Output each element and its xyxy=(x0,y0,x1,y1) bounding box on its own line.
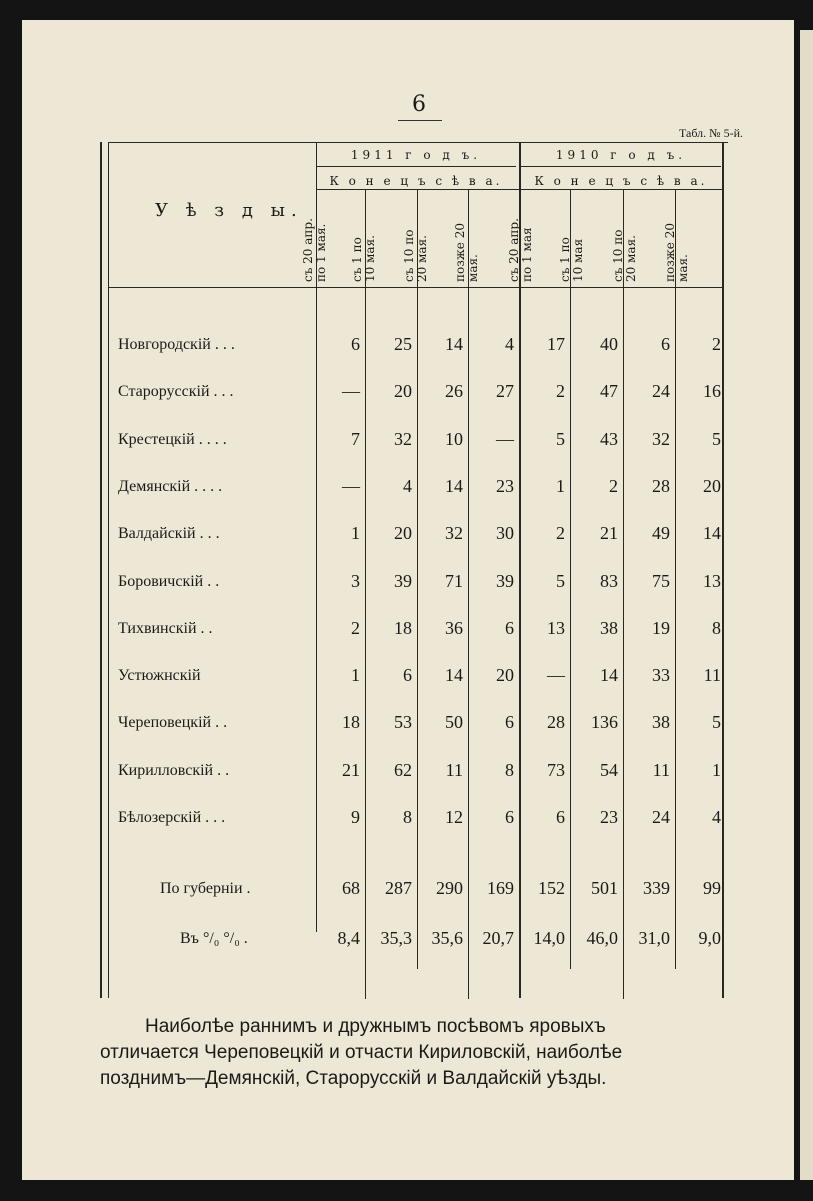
table-cell: 20 xyxy=(394,523,412,544)
header-period xyxy=(663,176,730,286)
table-cell: 21 xyxy=(342,759,360,780)
table-cell: 25 xyxy=(394,334,412,354)
table-cell: 152 xyxy=(538,878,565,898)
table-cell: 2 xyxy=(556,381,565,402)
table-horizontal-rule xyxy=(521,166,721,167)
table-cell: — xyxy=(496,428,514,449)
table-horizontal-rule xyxy=(108,142,728,143)
row-district-name: Валдайскій . . . xyxy=(118,525,220,543)
table-cell: 6 xyxy=(505,807,514,827)
header-period-label: съ 1 по 10 мая. xyxy=(350,235,377,282)
table-cell: 6 xyxy=(661,334,670,354)
table-cell: 13 xyxy=(703,570,721,591)
row-district-name: Демянскій . . . . xyxy=(118,477,223,495)
table-cell: 62 xyxy=(394,759,412,780)
table-cell: 73 xyxy=(547,759,565,780)
table-cell: 47 xyxy=(600,381,618,402)
next-page-edge xyxy=(800,30,813,1180)
table-cell: 75 xyxy=(652,570,670,591)
row-district-name: Череповецкій . . xyxy=(118,714,228,732)
table-cell: 14 xyxy=(445,665,463,686)
table-cell: 1 xyxy=(351,665,360,686)
table-cell: 20 xyxy=(703,475,721,496)
table-cell: 339 xyxy=(643,878,670,898)
paragraph-line: отличается Череповецкій и отчасти Кириловскій, наиболѣе xyxy=(100,1042,623,1063)
page-number: 6 xyxy=(412,92,426,117)
table-cell: 39 xyxy=(496,570,514,591)
header-period-label: съ 1 по 10 мая xyxy=(558,237,585,282)
table-cell: 99 xyxy=(703,878,721,898)
table-cell: 36 xyxy=(445,617,463,638)
table-vertical-rule xyxy=(108,142,109,998)
header-period-label: съ 20 апр. по 1 мая xyxy=(507,218,534,282)
table-cell: 35,6 xyxy=(431,928,463,948)
table-cell: 20 xyxy=(496,665,514,686)
table-cell: 287 xyxy=(385,878,412,898)
table-cell: 8 xyxy=(403,807,412,827)
table-cell: 32 xyxy=(394,428,412,449)
row-district-name: Бѣлозерскій . . . xyxy=(118,809,226,826)
table-cell: 68 xyxy=(342,878,360,898)
table-horizontal-rule xyxy=(108,287,722,288)
table-cell: 3 xyxy=(351,570,360,591)
header-period-label: съ 10 по 20 мая. xyxy=(402,229,429,282)
table-cell: 1 xyxy=(556,475,565,496)
table-cell: 27 xyxy=(496,381,514,402)
table-cell: 20,7 xyxy=(482,928,514,948)
table-cell: 39 xyxy=(394,570,412,591)
row-district-name: Крестецкій . . . . xyxy=(118,430,227,448)
table-cell: 38 xyxy=(600,617,618,638)
header-year-1910: 1910 г о д ъ. xyxy=(555,148,687,162)
table-cell: 13 xyxy=(547,617,565,638)
table-cell: 8,4 xyxy=(337,928,360,948)
table-cell: 9 xyxy=(351,807,360,827)
table-cell: 40 xyxy=(600,334,618,354)
header-period-label: съ 10 по 20 мая. xyxy=(611,229,638,282)
table-cell: 19 xyxy=(652,617,670,638)
table-cell: 71 xyxy=(445,570,463,591)
table-cell: 26 xyxy=(445,381,463,402)
table-cell: 1 xyxy=(351,523,360,544)
table-cell: 9,0 xyxy=(698,928,721,948)
row-district-name: Старорусскій . . . xyxy=(118,383,234,401)
table-cell: 4 xyxy=(505,334,514,354)
sowing-table xyxy=(100,142,728,998)
table-cell: 2 xyxy=(609,475,618,496)
table-cell: — xyxy=(547,665,565,686)
table-number: Табл. № 5-й. xyxy=(678,126,743,140)
table-cell: 5 xyxy=(556,428,565,449)
table-cell: 30 xyxy=(496,523,514,544)
table-cell: 32 xyxy=(445,523,463,544)
table-cell: 33 xyxy=(652,665,670,686)
table-cell: 11 xyxy=(445,759,463,780)
table-cell: 6 xyxy=(505,712,514,733)
table-cell: 18 xyxy=(342,712,360,733)
table-vertical-rule xyxy=(100,142,102,998)
table-cell: 136 xyxy=(591,712,618,733)
page-number-rule xyxy=(398,120,442,121)
table-cell: 11 xyxy=(703,665,721,686)
row-district-name: Новгородскій . . . xyxy=(118,336,235,353)
table-cell: 14 xyxy=(600,665,618,686)
row-district-name: Тихвинскій . . xyxy=(118,619,213,637)
table-cell: 501 xyxy=(591,878,618,898)
table-cell: 28 xyxy=(547,712,565,733)
table-cell: 50 xyxy=(445,712,463,733)
table-cell: 43 xyxy=(600,428,618,449)
table-cell: 6 xyxy=(403,665,412,686)
table-cell: 10 xyxy=(445,428,463,449)
table-cell: 49 xyxy=(652,523,670,544)
table-cell: 28 xyxy=(652,475,670,496)
table-cell: 83 xyxy=(600,570,618,591)
table-cell: 8 xyxy=(505,759,514,780)
table-cell: 2 xyxy=(712,334,721,354)
table-horizontal-rule xyxy=(316,166,516,167)
table-cell: 14 xyxy=(703,523,721,544)
table-cell: 14,0 xyxy=(533,928,565,948)
paragraph-line: позднимъ—Демянскій, Старорусскій и Валдайскій уѣзды. xyxy=(100,1068,607,1089)
table-cell: 1 xyxy=(712,759,721,780)
table-cell: 21 xyxy=(600,523,618,544)
header-sowing-end-1911: К о н е ц ъ с ѣ в а. xyxy=(329,174,503,188)
summary-paragraph xyxy=(100,1014,722,1092)
table-cell: 32 xyxy=(652,428,670,449)
table-cell: 54 xyxy=(600,759,618,780)
table-cell: 53 xyxy=(394,712,412,733)
table-cell: 11 xyxy=(652,759,670,780)
table-cell: 20 xyxy=(394,381,412,402)
row-district-name: Кирилловскій . . xyxy=(118,761,230,779)
table-cell: 6 xyxy=(351,334,360,354)
table-cell: 35,3 xyxy=(380,928,412,948)
table-cell: 14 xyxy=(445,475,463,496)
table-cell: 12 xyxy=(445,807,463,827)
header-period-label: съ 20 апр. по 1 мая. xyxy=(301,218,328,282)
table-cell: 23 xyxy=(600,807,618,827)
row-district-name: Въ °/₀ °/₀ . xyxy=(180,930,248,947)
table-cell: — xyxy=(342,475,360,496)
row-district-name: По губерніи . xyxy=(160,880,251,897)
table-cell: 23 xyxy=(496,475,514,496)
table-cell: 2 xyxy=(351,617,360,638)
table-cell: 4 xyxy=(403,475,412,496)
table-cell: 7 xyxy=(351,428,360,449)
table-cell: 24 xyxy=(652,807,670,827)
table-cell: 6 xyxy=(505,617,514,638)
header-uezdy: У ѣ з д ы. xyxy=(155,200,303,221)
header-sowing-end-1910: К о н е ц ъ с ѣ в а. xyxy=(534,174,708,188)
row-district-name: Боровичскій . . xyxy=(118,572,220,590)
table-cell: 16 xyxy=(703,381,721,402)
table-cell: 5 xyxy=(712,428,721,449)
table-cell: — xyxy=(342,381,360,402)
table-cell: 14 xyxy=(445,334,463,354)
table-cell: 4 xyxy=(712,807,721,827)
header-year-1911: 1911 г о д ъ. xyxy=(350,148,482,162)
table-cell: 8 xyxy=(712,617,721,638)
table-cell: 5 xyxy=(556,570,565,591)
row-district-name: Устюжнскій xyxy=(118,667,201,685)
table-cell: 24 xyxy=(652,381,670,402)
table-cell: 38 xyxy=(652,712,670,733)
header-period-label: позже 20 мая. xyxy=(663,223,690,282)
table-cell: 18 xyxy=(394,617,412,638)
table-cell: 290 xyxy=(436,878,463,898)
table-cell: 5 xyxy=(712,712,721,733)
paragraph-line: Наиболѣе раннимъ и дружнымъ посѣвомъ яровыхъ xyxy=(145,1016,606,1037)
table-cell: 31,0 xyxy=(638,928,670,948)
table-cell: 17 xyxy=(547,334,565,354)
table-cell: 6 xyxy=(556,807,565,827)
header-period-label: позже 20 мая. xyxy=(453,223,480,282)
table-cell: 169 xyxy=(487,878,514,898)
table-cell: 46,0 xyxy=(586,928,618,948)
table-cell: 2 xyxy=(556,523,565,544)
